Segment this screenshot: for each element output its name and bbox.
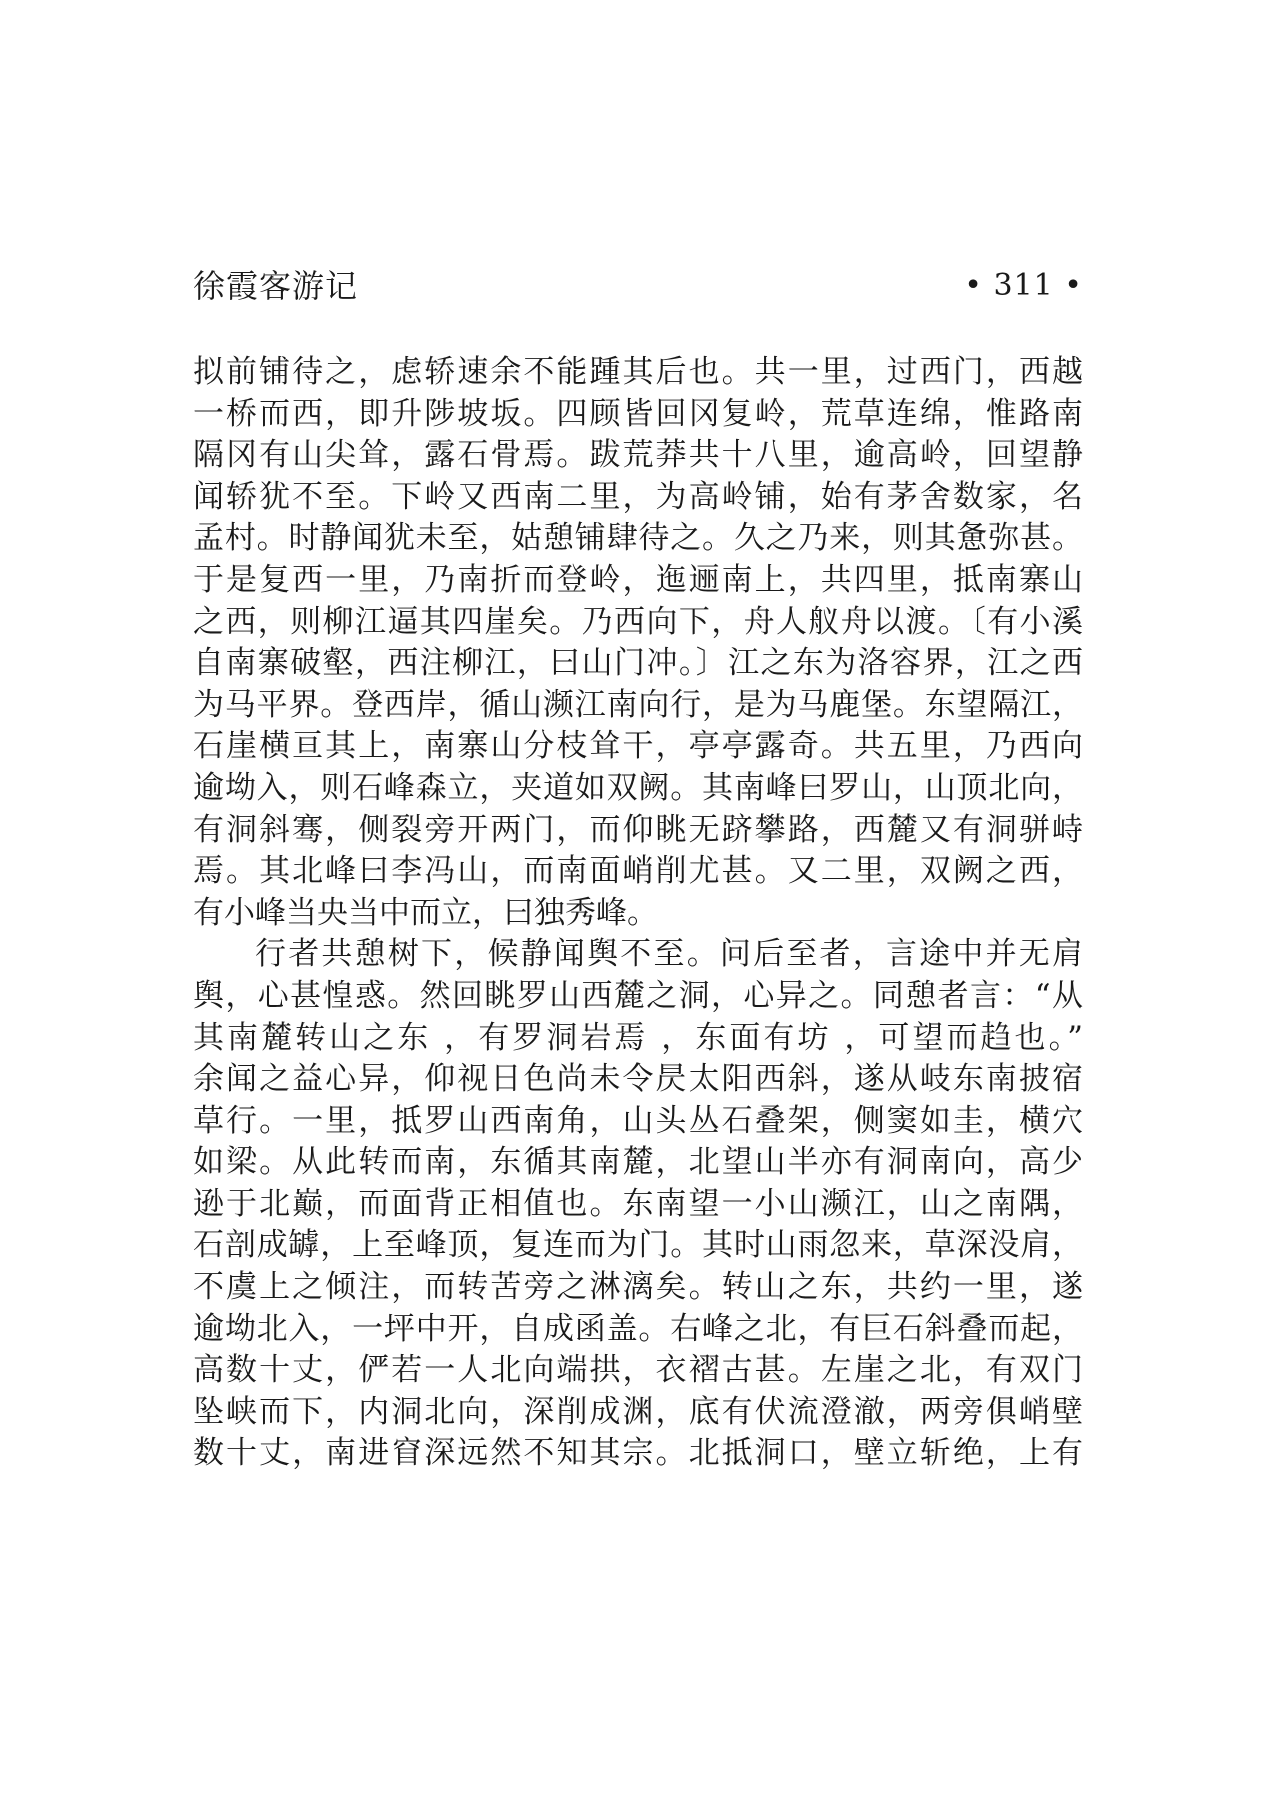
paragraph-last-line: 有小峰当央当中而立，曰独秀峰。 — [193, 894, 658, 931]
text-line: 于是复西一里，乃南折而登岭，迤逦南上，共四里，抵南寨山 — [193, 561, 1083, 598]
text-line: 逾坳入，则石峰森立，夹道如双阙。其南峰曰罗山，山顶北向， — [193, 769, 1083, 806]
paragraph-first-line: 行者共憩树下，候静闻舆不至。问后至者，言途中并无肩 — [255, 936, 1083, 973]
text-line: 余闻之益心异，仰视日色尚未令昃太阳西斜，遂从岐东南披宿 — [193, 1061, 1083, 1098]
text-line: 石剖成罅，上至峰顶，复连而为门。其时山雨忽来，草深没肩， — [193, 1227, 1083, 1264]
text-line: 为马平界。登西岸，循山濒江南向行，是为马鹿堡。东望隔江， — [193, 686, 1083, 723]
text-line: 之西，则柳江逼其四崖矣。乃西向下，舟人舣舟以渡。〔有小溪 — [193, 603, 1083, 640]
text-line: 数十丈，南进窅深远然不知其宗。北抵洞口，壁立斩绝，上有 — [193, 1435, 1083, 1472]
body-text — [193, 352, 1083, 1475]
text-line: 一桥而西，即升陟坡坂。四顾皆回冈复岭，荒草连绵，惟路南 — [193, 395, 1083, 432]
text-line: 如梁。从此转而南，东循其南麓，北望山半亦有洞南向，高少 — [193, 1144, 1083, 1181]
text-line: 自南寨破壑，西注柳江，曰山门冲。〕江之东为洛容界，江之西 — [193, 645, 1083, 682]
text-line: 坠峡而下，内洞北向，深削成渊，底有伏流澄澈，两旁俱峭壁 — [193, 1393, 1083, 1430]
text-line: 高数十丈，俨若一人北向端拱，衣褶古甚。左崖之北，有双门 — [193, 1352, 1083, 1389]
text-line: 逾坳北入，一坪中开，自成函盖。右峰之北，有巨石斜叠而起， — [193, 1310, 1083, 1347]
text-line: 焉。其北峰曰李冯山，而南面峭削尤甚。又二里，双阙之西， — [193, 853, 1083, 890]
text-line: 有洞斜骞，侧裂旁开两门，而仰眺无跻攀路，西麓又有洞骈峙 — [193, 811, 1083, 848]
text-line: 拟前铺待之，虑轿速余不能踵其后也。共一里，过西门，西越 — [193, 354, 1083, 390]
book-title: 徐霞客游记 — [193, 267, 359, 305]
text-line: 孟村。时静闻犹未至，姑憩铺肆待之。久之乃来，则其惫弥甚。 — [193, 520, 1083, 557]
text-line: 不虞上之倾注，而转苦旁之淋漓矣。转山之东，共约一里，遂 — [193, 1269, 1083, 1306]
text-line: 其南麓转山之东 ，有罗洞岩焉 ，东面有坊 ，可望而趋也。” — [193, 1019, 1083, 1056]
text-line: 石崖横亘其上，南寨山分枝耸干，亭亭露奇。共五里，乃西向 — [193, 728, 1083, 765]
page-number: • 311 • — [964, 268, 1083, 303]
text-line: 隔冈有山尖耸，露石骨焉。跋荒莽共十八里，逾高岭，回望静 — [193, 437, 1083, 474]
text-line: 闻轿犹不至。下岭又西南二里，为高岭铺，始有茅舍数家，名 — [193, 478, 1083, 515]
page-header — [193, 262, 1083, 310]
text-line: 舆，心甚惶惑。然回眺罗山西麓之洞，心异之。同憩者言：“从 — [193, 977, 1083, 1014]
text-line: 逊于北巅，而面背正相值也。东南望一小山濒江，山之南隅， — [193, 1185, 1083, 1222]
text-line: 草行。一里，抵罗山西南角，山头丛石叠架，侧窦如圭，横穴 — [193, 1102, 1083, 1139]
